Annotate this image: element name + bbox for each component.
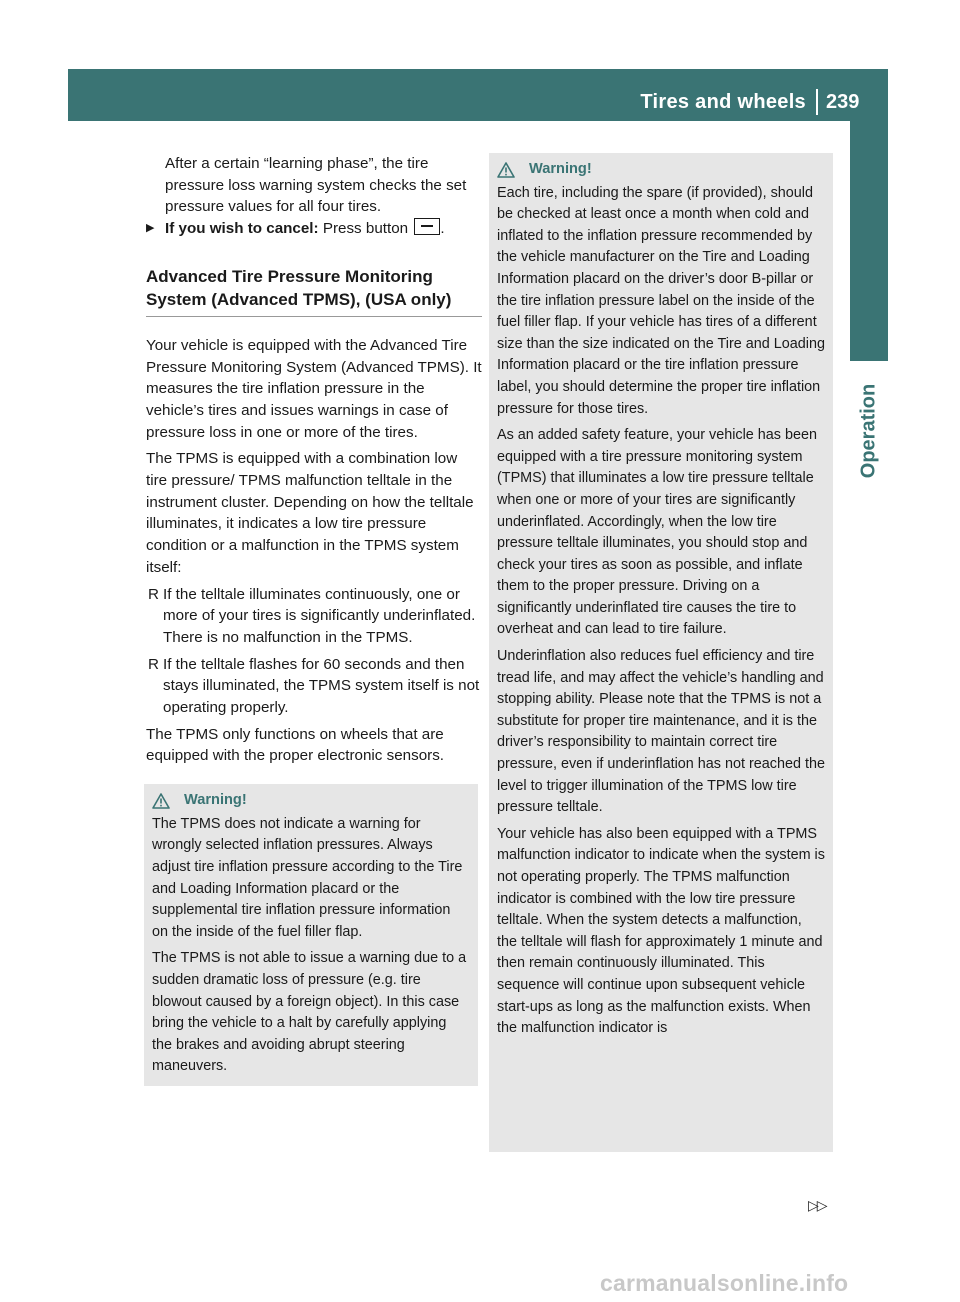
closing-paragraph: The TPMS only functions on wheels that are equipped with the proper electronic sensors. <box>146 725 445 765</box>
watermark: carmanualsonline.info <box>600 1270 849 1296</box>
warning-paragraph: Underinflation also reduces fuel efficiency and tire tread life, and may affect the vehicle’s handling and stopping ability. Please note that the TPMS is not a substitute for proper tire maintenance, and it is the driver’s responsibility to maintain correct tire pressure, even if underinflation has not reached the level to trigger illumination of the TPMS low tire pressure telltale. <box>497 648 825 816</box>
warning-triangle-icon <box>152 793 170 809</box>
page-number: 239 <box>826 91 860 113</box>
cancel-step-text: Press button <box>322 220 409 238</box>
warning-paragraph: The TPMS does not indicate a warning for wrongly selected inflation pressures. Always adjust tire inflation pressure according to the Tire and Loading Information placard or the supplemental tire inflation pressure information on the inside of the fuel filler flap. <box>152 815 463 940</box>
section-heading: Advanced Tire Pressure Monitoring System (Advanced TPMS), (USA only) <box>146 265 482 317</box>
body-paragraph: The TPMS is equipped with a combination low tire pressure/ TPMS malfunction telltale in the instrument cluster. Depending on how the telltale illuminates, it indicates a low tire pressure condition or a malfunction in the TPMS system itself: <box>146 450 474 576</box>
cancel-step <box>146 218 482 240</box>
right-column <box>489 153 833 1152</box>
warning-box <box>144 784 478 1086</box>
warning-paragraph: The TPMS is not able to issue a warning due to a sudden dramatic loss of pressure (e.g. tire blowout caused by a foreign object). In this case bring the vehicle to a halt by carefully applying the brakes and avoiding abrupt steering maneuvers. <box>152 950 467 1075</box>
cancel-step-label: If you wish to cancel: <box>165 220 319 238</box>
side-tab-label-container <box>850 361 888 501</box>
warning-paragraph: As an added safety feature, your vehicle has been equipped with a tire pressure monitoring system (TPMS) that illuminates a low tire pressure telltale when one or more of your tires are significantly underinflated. Accordingly, when the low tire pressure telltale illuminates, you should stop and check your tires as soon as possible, and inflate them to the proper pressure. Driving on a significantly underinflated tire causes the tire to overheat and can lead to tire failure. <box>497 427 818 638</box>
side-tab <box>850 121 888 361</box>
warning-title-text: Warning! <box>184 792 247 809</box>
warning-title <box>497 159 825 181</box>
intro-paragraph: After a certain “learning phase”, the tire pressure loss warning system checks the set pressure values for all four tires. <box>165 155 467 216</box>
chapter-title: Tires and wheels <box>640 89 818 115</box>
list-item-text: If the telltale illuminates continuously, one or more of your tires is significantly underinflated. There is no malfunction in the TPMS. <box>163 585 476 646</box>
page-header <box>68 69 888 121</box>
warning-paragraph: Each tire, including the spare (if provided), should be checked at least once a month when cold and inflated to the inflation pressure recommended by the vehicle manufacturer on the Tire and Loading Information placard on the driver’s door B-pillar or the tire inflation pressure label on the inside of the fuel filler flap. If your vehicle has tires of a different size than the size indicated on the Tire and Loading Information placard or the tire inflation pressure label, you should determine the proper tire inflation pressure for those tires. <box>497 184 826 417</box>
warning-title-text: Warning! <box>529 161 592 177</box>
warning-paragraph: Your vehicle has also been equipped with a TPMS malfunction indicator to indicate when the system is not operating properly. The TPMS malfunction indicator is combined with the low tire pressure telltale. When the system detects a malfunction, the telltale will flash for approximately 1 minute and then remain continuously illuminated. This sequence will continue upon subsequent vehicle start-ups as long as the malfunction exists. When the malfunction indicator is <box>497 825 825 1037</box>
minus-button-icon <box>414 218 440 235</box>
warning-triangle-icon <box>497 162 515 178</box>
continue-arrows-icon: ▷▷ <box>808 1197 826 1213</box>
bullet-marker: R <box>148 655 159 673</box>
bullet-marker: R <box>148 585 159 603</box>
step-arrow-icon: ▶ <box>146 222 155 235</box>
left-column <box>146 153 482 1086</box>
warning-title <box>152 790 470 812</box>
body-paragraph: Your vehicle is equipped with the Advanced Tire Pressure Monitoring System (Advanced TPMS). It measures the tire inflation pressure in the vehicle’s tires and issues warnings in case of pressure loss in one or more of the tires. <box>146 336 482 441</box>
list-item-text: If the telltale flashes for 60 seconds and then stays illuminated, the TPMS system itself is not operating properly. <box>163 655 480 717</box>
list-item <box>146 654 482 719</box>
warning-box <box>489 153 833 1152</box>
side-tab-label: Operation <box>857 383 880 479</box>
cancel-step-trailing: . <box>440 220 445 238</box>
list-item <box>146 584 482 649</box>
